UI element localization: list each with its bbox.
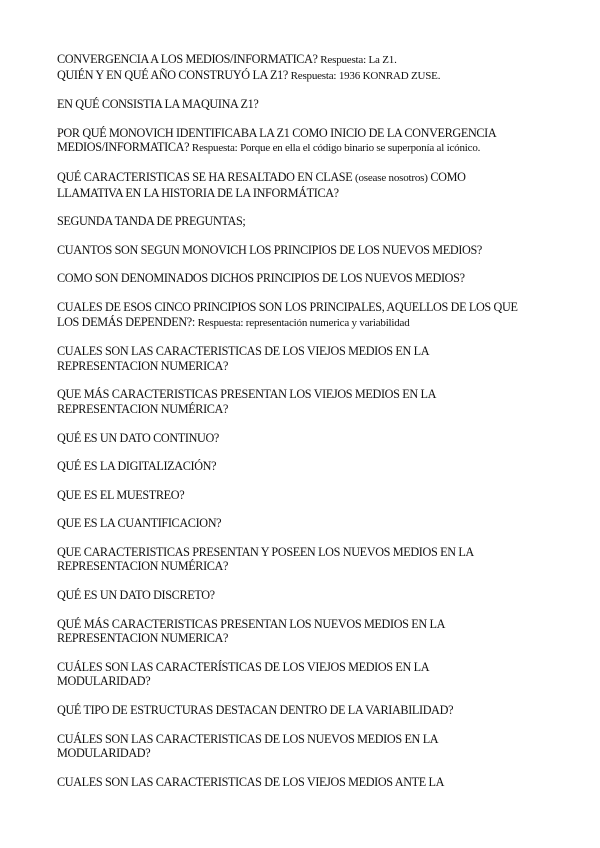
text-line — [57, 516, 557, 531]
question-paragraph — [57, 732, 557, 761]
text-line — [57, 674, 557, 689]
text-line — [57, 271, 557, 286]
text-line — [57, 746, 557, 761]
question-paragraph — [57, 545, 557, 574]
text-line — [57, 387, 557, 402]
text-line — [57, 186, 557, 201]
question-paragraph — [57, 387, 557, 416]
document-page — [57, 52, 557, 803]
text-line — [57, 402, 557, 417]
text-line — [57, 703, 557, 718]
text-line — [57, 170, 557, 186]
question-text: COMO — [427, 169, 466, 184]
question-text: QUE MÁS CARACTERISTICAS PRESENTAN LOS VIEJOS MEDIOS EN LA — [57, 387, 437, 402]
question-text: CUALES SON LAS CARACTERISTICAS DE LOS VIEJOS MEDIOS EN LA — [57, 344, 430, 359]
question-text: QUÉ ES LA DIGITALIZACIÓN? — [57, 459, 217, 474]
question-text: QUÉ MÁS CARACTERISTICAS PRESENTAN LOS NUEVOS MEDIOS EN LA — [57, 616, 446, 631]
text-line — [57, 344, 557, 359]
question-text: MODULARIDAD? — [57, 674, 151, 689]
question-text: REPRESENTACION NUMERICA? — [57, 631, 229, 646]
question-text: QUÉ ES UN DATO CONTINUO? — [57, 430, 219, 445]
question-paragraph — [57, 170, 557, 200]
question-paragraph — [57, 488, 557, 503]
question-text: CUÁLES SON LAS CARACTERISTICAS DE LOS NUEVOS MEDIOS EN LA — [57, 731, 439, 746]
answer-text: (osease nosotros) — [355, 171, 428, 184]
question-text: CUÁLES SON LAS CARACTERÍSTICAS DE LOS VIEJOS MEDIOS EN LA — [57, 659, 430, 674]
question-text: EN QUÉ CONSISTIA LA MAQUINA Z1? — [57, 97, 259, 112]
question-text: SEGUNDA TANDA DE PREGUNTAS; — [57, 214, 246, 229]
text-line — [57, 431, 557, 446]
text-line — [57, 68, 557, 84]
question-paragraph — [57, 660, 557, 689]
question-text: COMO SON DENOMINADOS DICHOS PRINCIPIOS DE LOS NUEVOS MEDIOS? — [57, 271, 465, 286]
text-line — [57, 243, 557, 258]
text-line — [57, 140, 557, 156]
question-paragraph — [57, 271, 557, 286]
text-line — [57, 488, 557, 503]
question-text: QUE ES EL MUESTREO? — [57, 487, 185, 502]
question-text: QUÉ CARACTERISTICAS SE HA RESALTADO EN CLASE — [57, 169, 356, 184]
text-line — [57, 775, 557, 790]
question-paragraph — [57, 516, 557, 531]
text-line — [57, 300, 557, 315]
question-text: LOS DEMÁS DEPENDEN?: — [57, 314, 198, 329]
text-line — [57, 214, 557, 229]
question-paragraph — [57, 97, 557, 112]
question-text: REPRESENTACION NUMÉRICA? — [57, 559, 229, 574]
question-paragraph — [57, 703, 557, 718]
question-paragraph — [57, 52, 557, 83]
text-line — [57, 617, 557, 632]
text-line — [57, 631, 557, 646]
text-line — [57, 359, 557, 374]
answer-text: Respuesta: 1936 KONRAD ZUSE. — [290, 69, 441, 82]
question-paragraph — [57, 214, 557, 229]
question-text: QUÉ ES UN DATO DISCRETO? — [57, 588, 215, 603]
question-text: REPRESENTACION NUMÉRICA? — [57, 401, 229, 416]
question-paragraph — [57, 459, 557, 474]
question-paragraph — [57, 344, 557, 373]
question-text: CUANTOS SON SEGUN MONOVICH LOS PRINCIPIOS DE LOS NUEVOS MEDIOS? — [57, 242, 482, 257]
question-text: QUÉ TIPO DE ESTRUCTURAS DESTACAN DENTRO DE LA VARIABILIDAD? — [57, 703, 454, 718]
text-line — [57, 97, 557, 112]
question-text: MEDIOS/INFORMATICA? — [57, 140, 192, 155]
text-line — [57, 52, 557, 68]
text-line — [57, 732, 557, 747]
text-line — [57, 315, 557, 331]
question-paragraph — [57, 300, 557, 330]
question-paragraph — [57, 243, 557, 258]
question-text: CUALES DE ESOS CINCO PRINCIPIOS SON LOS PRINCIPALES, AQUELLOS DE LOS QUE — [57, 299, 518, 314]
question-paragraph — [57, 431, 557, 446]
question-text: QUE CARACTERISTICAS PRESENTAN Y POSEEN LOS NUEVOS MEDIOS EN LA — [57, 544, 474, 559]
text-line — [57, 660, 557, 675]
text-line — [57, 126, 557, 141]
question-text: QUIÉN Y EN QUÉ AÑO CONSTRUYÓ LA Z1? — [57, 67, 291, 82]
question-text: LLAMATIVA EN LA HISTORIA DE LA INFORMÁTICA? — [57, 185, 339, 200]
answer-text: Respuesta: Porque en ella el código binario se superponía al icónico. — [191, 142, 481, 155]
question-text: CUALES SON LAS CARACTERISTICAS DE LOS VIEJOS MEDIOS ANTE LA — [57, 774, 445, 789]
question-text: QUE ES LA CUANTIFICACION? — [57, 516, 222, 531]
text-line — [57, 588, 557, 603]
question-paragraph — [57, 126, 557, 156]
question-text: REPRESENTACION NUMERICA? — [57, 358, 229, 373]
text-line — [57, 459, 557, 474]
question-text: POR QUÉ MONOVICH IDENTIFICABA LA Z1 COMO INICIO DE LA CONVERGENCIA — [57, 125, 497, 140]
text-line — [57, 559, 557, 574]
question-paragraph — [57, 775, 557, 790]
answer-text: Respuesta: La Z1. — [320, 54, 397, 66]
question-text: CONVERGENCIA A LOS MEDIOS/INFORMATICA? — [57, 52, 321, 66]
answer-text: Respuesta: representación numerica y variabilidad — [197, 316, 410, 329]
question-text: MODULARIDAD? — [57, 746, 151, 761]
question-paragraph — [57, 617, 557, 646]
question-paragraph — [57, 588, 557, 603]
text-line — [57, 545, 557, 560]
